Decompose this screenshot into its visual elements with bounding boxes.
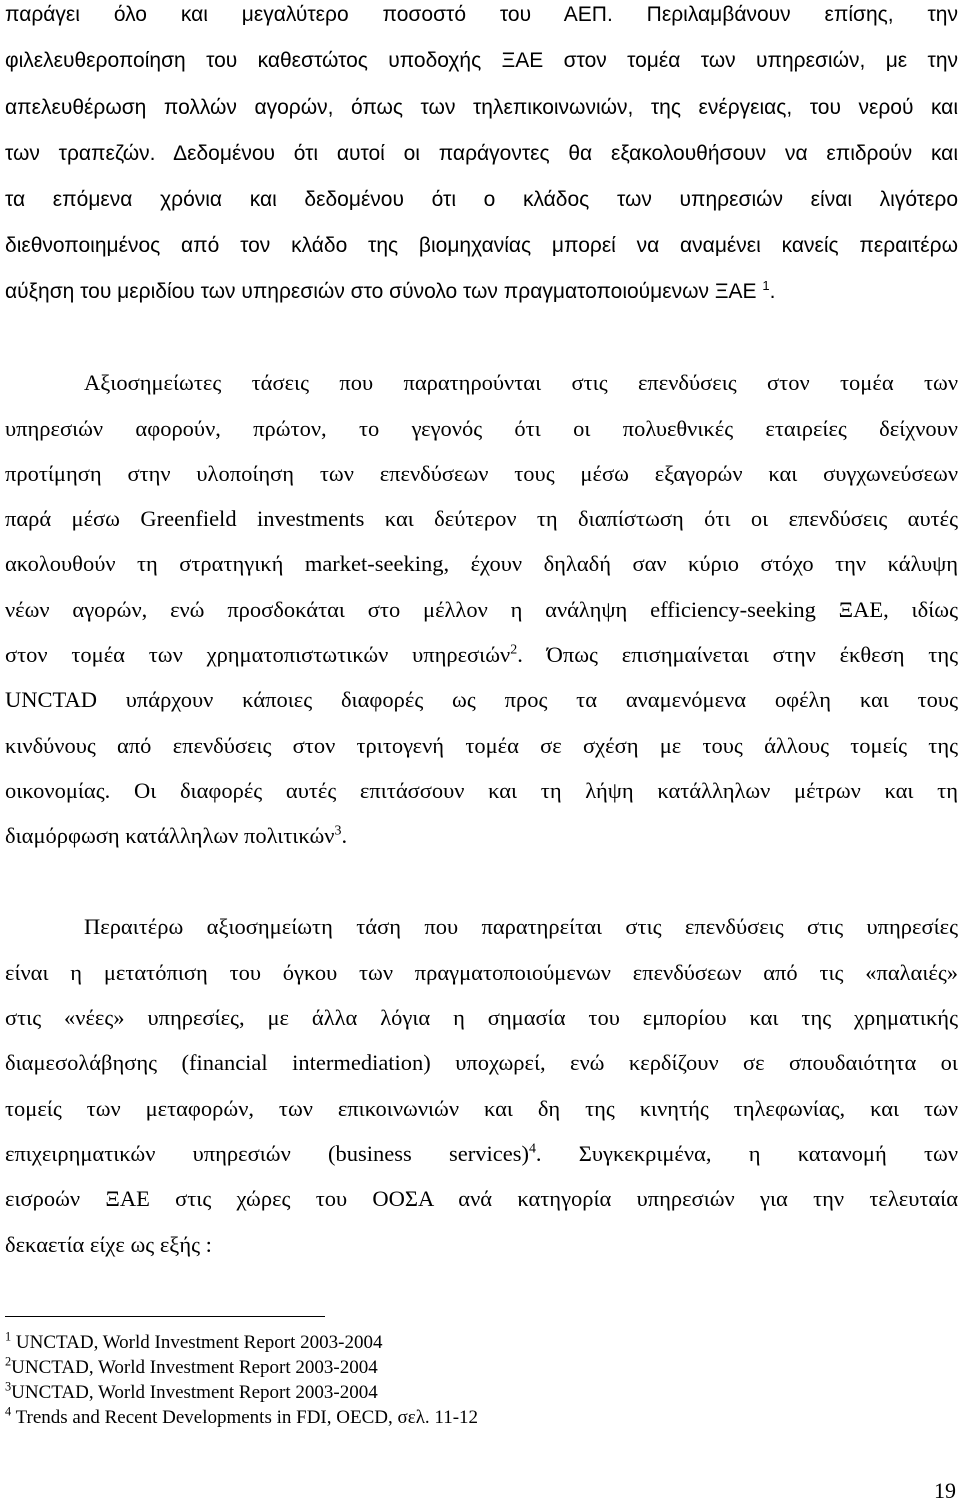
line-text: . Συγκεκριμένα, η κατανομή των bbox=[535, 1141, 958, 1166]
footnote-number: 4 bbox=[5, 1404, 12, 1419]
paragraph-line: φιλελευθεροποίηση του καθεστώτος υποδοχής ΞΑΕ στον τομέα των υπηρεσιών, με την bbox=[5, 49, 958, 72]
paragraph-line bbox=[5, 644, 958, 667]
footnote-number: 1 bbox=[5, 1329, 12, 1344]
footnote-text: Trends and Recent Developments in FDI, OECD, σελ. 11-12 bbox=[11, 1407, 479, 1428]
line-text: επιχειρηματικών υπηρεσιών (business services) bbox=[5, 1141, 529, 1166]
footnote bbox=[5, 1329, 383, 1353]
line-end: . bbox=[769, 280, 776, 303]
line-text: διαμόρφωση κατάλληλων πολιτικών bbox=[5, 823, 335, 848]
footnote-ref: 4 bbox=[528, 1141, 536, 1157]
paragraph-line: Αξιοσημείωτες τάσεις που παρατηρούνται στις επενδύσεις στον τομέα των bbox=[84, 370, 958, 395]
page-number: 19 bbox=[934, 1478, 956, 1503]
paragraph-line bbox=[5, 278, 958, 303]
line-text: αύξηση του μεριδίου των υπηρεσιών στο σύνολο των πραγματοποιούμενων ΞΑΕ bbox=[5, 280, 757, 303]
paragraph-line: νέων αγορών, ενώ προσδοκάται στο μέλλον η ανάληψη efficiency-seeking ΞΑΕ, ιδίως bbox=[5, 597, 958, 622]
footnote-ref: 1 bbox=[762, 278, 770, 293]
paragraph-line: παράγει όλο και μεγαλύτερο ποσοστό του ΑΕΠ. Περιλαμβάνουν επίσης, την bbox=[5, 3, 958, 26]
paragraph-line: των τραπεζών. Δεδομένου ότι αυτοί οι παράγοντες θα εξακολουθήσουν να επιδρούν και bbox=[5, 142, 958, 165]
line-text: . Όπως επισημαίνεται στην έκθεση της bbox=[517, 642, 958, 667]
paragraph-line: οικονομίας. Οι διαφορές αυτές επιτάσσουν και τη λήψη κατάλληλων μέτρων και τη bbox=[5, 778, 958, 803]
paragraph-line bbox=[5, 825, 958, 848]
footnote-text: UNCTAD, World Investment Report 2003-2004 bbox=[11, 1357, 378, 1378]
paragraph-line: εισροών ΞΑΕ στις χώρες του ΟΟΣΑ ανά κατηγορία υπηρεσιών για την τελευταία bbox=[5, 1186, 958, 1211]
footnote bbox=[5, 1354, 378, 1378]
footnote-number: 3 bbox=[5, 1379, 12, 1394]
paragraph-line: διεθνοποιημένος από τον κλάδο της βιομηχανίας μπορεί να αναμένει κανείς περαιτέρω bbox=[5, 234, 958, 257]
footnote-ref: 2 bbox=[510, 642, 518, 658]
paragraph-line: Περαιτέρω αξιοσημείωτη τάση που παρατηρείται στις επενδύσεις στις υπηρεσίες bbox=[84, 914, 958, 939]
paragraph-line: UNCTAD υπάρχουν κάποιες διαφορές ως προς τα αναμενόμενα οφέλη και τους bbox=[5, 687, 958, 712]
paragraph-line: διαμεσολάβησης (financial intermediation) υποχωρεί, ενώ κερδίζουν σε σπουδαιότητα οι bbox=[5, 1050, 958, 1075]
paragraph-line: παρά μέσω Greenfield investments και δεύτερον τη διαπίστωση ότι οι επενδύσεις αυτές bbox=[5, 506, 958, 531]
footnote bbox=[5, 1404, 479, 1428]
footnote bbox=[5, 1379, 378, 1403]
paragraph-line bbox=[5, 1143, 958, 1166]
footnote-number: 2 bbox=[5, 1354, 12, 1369]
footnote-text: UNCTAD, World Investment Report 2003-2004 bbox=[11, 1332, 383, 1353]
line-text: στον τομέα των χρηματοπιστωτικών υπηρεσιών bbox=[5, 642, 511, 667]
paragraph-line: απελευθέρωση πολλών αγορών, όπως των τηλεπικοινωνιών, της ενέργειας, του νερού και bbox=[5, 96, 958, 119]
line-end: . bbox=[341, 823, 348, 848]
paragraph-line: κινδύνους από επενδύσεις στον τριτογενή τομέα σε σχέση με τους άλλους τομείς της bbox=[5, 733, 958, 758]
footnote-separator bbox=[5, 1316, 325, 1317]
footnote-text: UNCTAD, World Investment Report 2003-2004 bbox=[11, 1382, 378, 1403]
paragraph-line: δεκαετία είχε ως εξής : bbox=[5, 1232, 212, 1257]
paragraph-line: τα επόμενα χρόνια και δεδομένου ότι ο κλάδος των υπηρεσιών είναι λιγότερο bbox=[5, 188, 958, 211]
paragraph-line: στις «νέες» υπηρεσίες, με άλλα λόγια η σημασία του εμπορίου και της χρηματικής bbox=[5, 1005, 958, 1030]
paragraph-line: είναι η μετατόπιση του όγκου των πραγματοποιούμενων επενδύσεων από τις «παλαιές» bbox=[5, 960, 958, 985]
paragraph-line: υπηρεσιών αφορούν, πρώτον, το γεγονός ότι οι πολυεθνικές εταιρείες δείχνουν bbox=[5, 416, 958, 441]
paragraph-line: τομείς των μεταφορών, των επικοινωνιών και δη της κινητής τηλεφωνίας, και των bbox=[5, 1096, 958, 1121]
footnote-ref: 3 bbox=[334, 823, 342, 839]
paragraph-line: προτίμηση στην υλοποίηση των επενδύσεων τους μέσω εξαγορών και συγχωνεύσεων bbox=[5, 461, 958, 486]
paragraph-line: ακολουθούν τη στρατηγική market-seeking, έχουν δηλαδή σαν κύριο στόχο την κάλυψη bbox=[5, 551, 958, 576]
